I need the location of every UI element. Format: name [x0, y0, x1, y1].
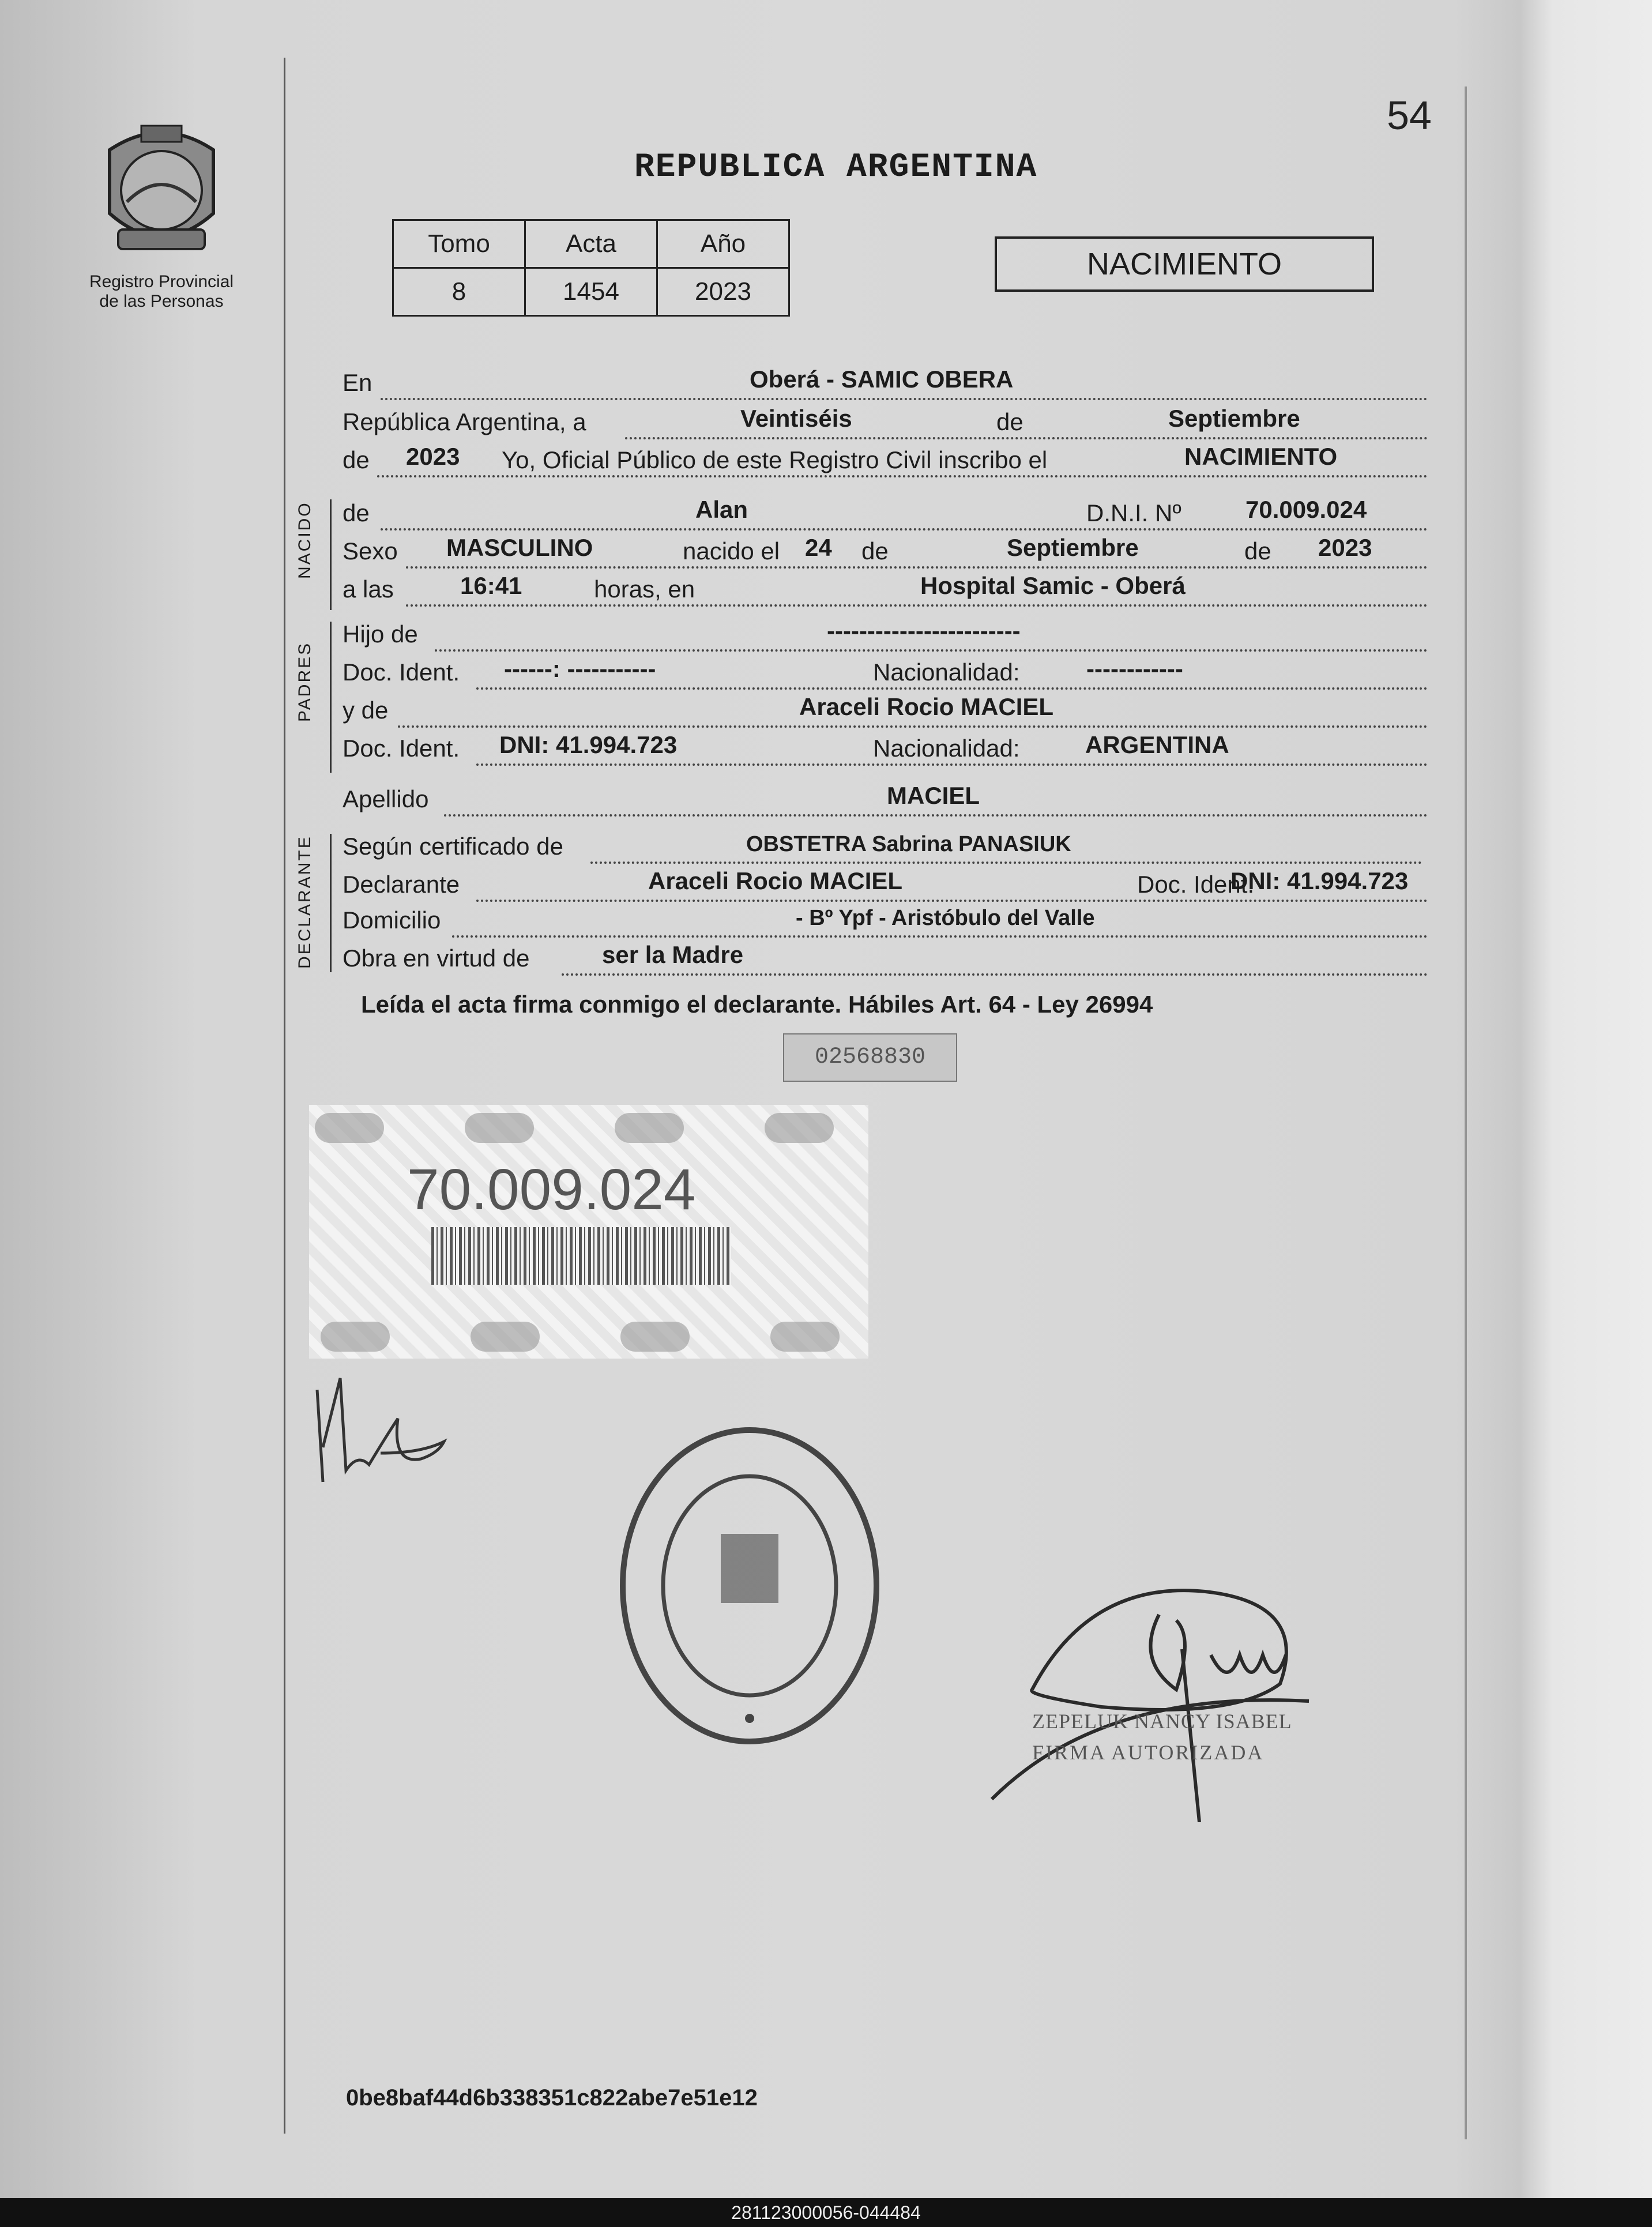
value-domicilio: - Bº Ypf - Aristóbulo del Valle: [796, 906, 1095, 930]
value-mother-nac: ARGENTINA: [1085, 731, 1229, 758]
label-decl-doc: Doc. Ident.: [1137, 871, 1255, 898]
label-mother-nac: Nacionalidad:: [873, 735, 1020, 762]
label-father-nac: Nacionalidad:: [873, 659, 1020, 686]
document-type-box: NACIMIENTO: [995, 236, 1374, 292]
logo-caption-line-1: Registro Provincial: [89, 272, 234, 291]
value-declarante: Araceli Rocio MACIEL: [648, 867, 903, 894]
value-day: Veintiséis: [740, 405, 852, 432]
registry-value-ano: 2023: [657, 268, 789, 316]
row-father-doc: [343, 656, 1428, 690]
value-year: 2023: [406, 443, 460, 470]
misiones-coat-of-arms-icon: [86, 115, 236, 265]
label-en: En: [343, 369, 372, 396]
label-nacido-el: nacido el: [683, 537, 780, 565]
label-sexo: Sexo: [343, 537, 398, 565]
row-republica: [343, 406, 1428, 439]
value-name: Alan: [695, 496, 748, 523]
label-republica: República Argentina, a: [343, 408, 586, 435]
value-father: ------------------------: [827, 617, 1021, 644]
label-yo: Yo, Oficial Público de este Registro Civil inscribo el: [502, 446, 1048, 473]
label-declarante: Declarante: [343, 871, 460, 898]
section-label-padres: PADRES: [295, 641, 314, 722]
footer-id-bar: 281123000056-044484: [0, 2198, 1652, 2227]
registry-header-ano: Año: [657, 220, 789, 268]
section-label-declarante: DECLARANTE: [295, 835, 314, 969]
label-de-year: de: [343, 446, 370, 473]
value-obra: ser la Madre: [602, 941, 744, 968]
label-y-de: y de: [343, 697, 389, 724]
row-declarante: [343, 868, 1428, 902]
label-de-name: de: [343, 499, 370, 526]
row-y-de: [343, 694, 1428, 728]
registry-table: [392, 219, 790, 317]
value-decl-doc: DNI: 41.994.723: [1230, 867, 1409, 894]
value-act: NACIMIENTO: [1184, 443, 1338, 470]
row-obra: [343, 942, 1428, 976]
label-father-doc: Doc. Ident.: [343, 659, 460, 686]
value-birth-day: 24: [805, 534, 832, 561]
label-dni: D.N.I. Nº: [1086, 499, 1181, 526]
logo-caption-line-2: de las Personas: [99, 292, 224, 311]
value-father-doc: ------: -----------: [504, 655, 656, 682]
serial-number-sticker: 02568830: [783, 1033, 957, 1082]
label-a-las: a las: [343, 575, 394, 603]
barcode-icon: [431, 1227, 731, 1285]
left-margin-rule: [284, 58, 285, 2134]
registry-value-row: [393, 268, 789, 316]
label-obra: Obra en virtud de: [343, 945, 530, 972]
authorized-officer-name: ZEPELUK NANCY ISABEL: [1032, 1710, 1292, 1733]
label-domicilio: Domicilio: [343, 906, 441, 934]
registry-value-acta: 1454: [525, 268, 657, 316]
document-title: REPUBLICA ARGENTINA: [634, 149, 1038, 186]
dni-security-sticker: [309, 1105, 868, 1359]
row-mother-doc: [343, 732, 1428, 766]
value-mother: Araceli Rocio MACIEL: [799, 693, 1054, 720]
declarant-signature: [306, 1367, 456, 1494]
registry-header-acta: Acta: [525, 220, 657, 268]
value-sexo: MASCULINO: [446, 534, 593, 561]
authorized-signature: [986, 1568, 1355, 1822]
logo-caption: [75, 272, 248, 311]
official-stamp-icon: [611, 1419, 888, 1753]
row-hijo-de: [343, 618, 1428, 652]
label-apellido: Apellido: [343, 785, 429, 812]
label-horas-en: horas, en: [594, 575, 695, 603]
row-certificado: [343, 830, 1428, 864]
value-mother-doc: DNI: 41.994.723: [499, 731, 678, 758]
closing-statement: Leída el acta firma conmigo el declarante. Hábiles Art. 64 - Ley 26994: [361, 991, 1153, 1018]
sticker-dni-number: 70.009.024: [407, 1157, 696, 1222]
row-apellido: [343, 783, 1428, 817]
row-domicilio: [343, 904, 1428, 938]
row-inscribo: [343, 444, 1428, 477]
row-nacido-sexo: [343, 535, 1428, 569]
registry-header-row: [393, 220, 789, 268]
value-apellido: MACIEL: [887, 782, 980, 809]
label-mother-doc: Doc. Ident.: [343, 735, 460, 762]
label-de-month: de: [996, 408, 1023, 435]
registry-header-tomo: Tomo: [393, 220, 525, 268]
page-number: 54: [1387, 93, 1432, 138]
registry-value-tomo: 8: [393, 268, 525, 316]
row-en: [343, 367, 1428, 400]
label-de-2: de: [1244, 537, 1271, 565]
value-place: Hospital Samic - Oberá: [920, 572, 1186, 599]
label-hijo-de: Hijo de: [343, 620, 418, 648]
value-birth-year: 2023: [1318, 534, 1372, 561]
value-dni: 70.009.024: [1245, 496, 1367, 523]
document-hash: 0be8baf44d6b338351c822abe7e51e12: [346, 2085, 758, 2111]
authorized-signature-caption: FIRMA AUTORIZADA: [1032, 1741, 1265, 1764]
label-de-1: de: [861, 537, 889, 565]
row-nacido-nombre: [343, 497, 1428, 531]
right-margin-rule: [1465, 86, 1467, 2139]
value-father-nac: ------------: [1086, 655, 1183, 682]
value-en: Oberá - SAMIC OBERA: [750, 366, 1014, 393]
section-label-nacido: NACIDO: [295, 501, 314, 579]
value-month: Septiembre: [1168, 405, 1300, 432]
value-birth-month: Septiembre: [1007, 534, 1139, 561]
row-nacido-hora: [343, 573, 1428, 607]
value-certificado: OBSTETRA Sabrina PANASIUK: [746, 832, 1071, 856]
label-certificado: Según certificado de: [343, 833, 563, 860]
value-time: 16:41: [460, 572, 522, 599]
